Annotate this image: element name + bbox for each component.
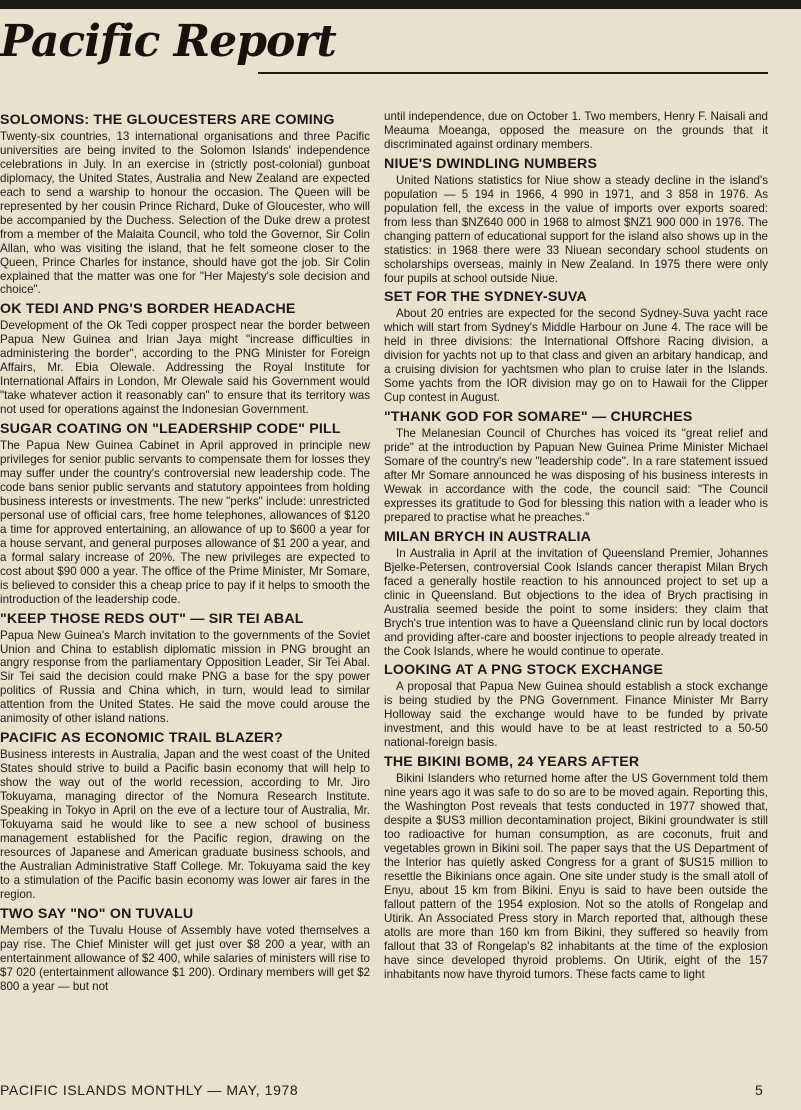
article-body: Business interests in Australia, Japan and the west coast of the United States should strive to build a Pacific basin economy that will help to show the way out of the world recession, according to Mr. Jiro Tokuyama, managing director of the Nomura Research Institute. Speaking in Tokyo in April on the eve of a lecture tour of Australia, Mr. Tokuyama said he would like to see a new school of business management established for the Pacific region, drawing on the resources of Japanese and American graduate business schools, and the Australian Administrative Staff College. Mr. Tokuyama said the key to a stimulation of the Pacific basin economy was lower air fares in the region. bbox=[0, 748, 370, 901]
headline: SUGAR COATING ON "LEADERSHIP CODE" PILL bbox=[0, 421, 341, 438]
article-niue bbox=[384, 156, 768, 286]
masthead-rule bbox=[258, 72, 768, 74]
article-tuvalu bbox=[0, 906, 370, 994]
headline: PACIFIC AS ECONOMIC TRAIL BLAZER? bbox=[0, 730, 283, 747]
article-body: United Nations statistics for Niue show a steady decline in the island's population — 5 194 in 1966, 4 990 in 1971, and 3 858 in 1976. As population fell, the excess in the value of imports over exports soared: from less than $NZ640 000 in 1968 to almost $NZ1 900 000 in 1976. The changing pattern of educational support for the island also shows up in the statistics: in 1968 there were 33 Niuean secondary school students on scholarships overseas, mainly in New Zealand. In 1975 there were only four pupils at school outside Niue. bbox=[384, 173, 768, 285]
headline: NIUE'S DWINDLING NUMBERS bbox=[384, 155, 598, 172]
article-solomons bbox=[0, 112, 370, 297]
article-body: Members of the Tuvalu House of Assembly have voted themselves a pay rise. The Chief Minister will get just over $8 200 a year, with an entertainment allowance of $2 400, while salaries of ministers will rise to $7 020 (entertainment allowance $1 200). Ordinary members will get $2 800 a year — but not bbox=[0, 923, 370, 993]
article-body: A proposal that Papua New Guinea should establish a stock exchange is being studied by the PNG Government. Finance Minister Mr Barry Holloway said the exchange would have to be funded by private investment, and this would have to be at least restricted to a 50-50 national-foreign basis. bbox=[384, 680, 768, 750]
article-body: until independence, due on October 1. Two members, Henry F. Naisali and Meauma Moeanga, opposed the measure on the grounds that it discriminated against ordinary members. bbox=[384, 110, 768, 151]
article-milan-brych bbox=[384, 529, 768, 659]
article-body: Papua New Guinea's March invitation to the governments of the Soviet Union and China to establish diplomatic mission in PNG brought an angry response from the parliamentary Opposition Leader, Sir Tei Abal. Sir Tei said the decision could make PNG a base for the spy power politics of Russia and China which, in turn, would lead to similar attention from the United States. He said the move could arouse the animosity of other island nations. bbox=[0, 628, 370, 726]
article-body: In Australia in April at the invitation of Queensland Premier, Johannes Bjelke-Petersen, controversial Cook Islands cancer therapist Milan Brych faced a generally hostile reaction to his announced project to set up a clinic in Queensland. But objections to the idea of Brych practising in Australia seemed beside the point to some insiders: they claim that Brych's true intention was to have a Queensland clinic run by local doctors and providing after-care and booster injections to people already treated in the Cook Islands, where he would continue to operate. bbox=[384, 546, 768, 658]
masthead-title: Pacific Report bbox=[0, 16, 336, 67]
article-sir-tei-abal bbox=[0, 611, 370, 727]
article-leadership-code bbox=[0, 421, 370, 606]
article-stock-exchange bbox=[384, 662, 768, 750]
article-body: The Melanesian Council of Churches has voiced its "great relief and pride" at the introduction by Papuan New Guinea Prime Minister Michael Somare of the country's new "leadership code". In a rare statement issued after Mr Somare announced he was disposing of his business interests in Wewak in accordance with the code, the council said: "The Council expresses its gratitude to God for blessing this nation with a leader who is prepared to practise what he preaches." bbox=[384, 427, 768, 524]
article-ok-tedi bbox=[0, 301, 370, 417]
masthead bbox=[0, 16, 801, 106]
article-body: About 20 entries are expected for the second Sydney-Suva yacht race which will start from Sydney's Middle Harbour on June 4. The race will be held in three divisions: the International Offshore Racing division, a division for yachts not up to that class and given an arbitary handicap, and a cruising division for yachtsmen who plan to cruise later in the Islands. Some yachts from the IOR division may go on to Hawaii for the Clipper Cup contest in August. bbox=[384, 307, 768, 405]
left-column bbox=[0, 110, 370, 997]
page-number: 5 bbox=[755, 1082, 763, 1098]
headline: "THANK GOD FOR SOMARE" — CHURCHES bbox=[384, 409, 693, 426]
headline: THE BIKINI BOMB, 24 YEARS AFTER bbox=[384, 754, 640, 771]
page-footer bbox=[0, 1082, 801, 1104]
article-body: Development of the Ok Tedi copper prospect near the border between Papua New Guinea and Irian Jaya might "increase difficulties in administering the border", according to the PNG Minister for Foreign Affairs, Mr. Ebia Olewale. Addressing the Royal Institute for International Affairs in London, Mr Olewale said his Government would "take whatever action it reasonably can" to ensure that its territory was not used for operations against the Indonesian Government. bbox=[0, 319, 370, 417]
headline: SET FOR THE SYDNEY-SUVA bbox=[384, 289, 587, 306]
headline: LOOKING AT A PNG STOCK EXCHANGE bbox=[384, 662, 664, 679]
article-sydney-suva bbox=[384, 289, 768, 405]
article-body: The Papua New Guinea Cabinet in April approved in principle new privileges for senior public servants to compensate them for losses they may suffer under the country's controversial new leadership code. The code bans senior public servants and statutory appointees from holding business interests or investments. The new "perks" include: unrestricted personal use of official cars, free home telephones, allowances of $120 a time for approved entertaining, an allowance of up to $600 a year for a house servant, and general purposes allowance of $1 200 a year, and a formal salary increase of 20%. The new privileges are expected to cost about $90 000 a year. The office of the Prime Minister, Mr Somare, is believed to consider this a cheap price to pay if it helps to smooth the introduction of the leadership code. bbox=[0, 439, 370, 606]
article-churches bbox=[384, 409, 768, 525]
right-column bbox=[384, 110, 768, 986]
article-body: Bikini Islanders who returned home after the US Government told them nine years ago it was safe to do so are to be moved again. Reporting this, the Washington Post reveals that tests conducted in 1977 showed that, despite a $US3 million decontamination project, Bikini groundwater is still too radioactive for human consumption, as are coconuts, fruit and vegetables grown in Bikini soil. The paper says that the US Department of the Interior has quietly asked Congress for a grant of $US15 million to resettle the Bikinians once again. One site under study is the small atoll of Enyu, about 15 km from Bikini. Enyu is said to have been outside the fallout pattern of the 1954 explosion. Not so the atolls of Rongelap and Utirik. An Associated Press story in March reported that, although these atolls are more than 160 km from Bikini, they suffered so heavily from fallout that 33 of Rongelap's 82 inhabitants at the time of the explosion have since developed thyroid problems. On Utirik, eight of the 157 inhabitants now have thyroid tumors. These facts came to light bbox=[384, 772, 768, 981]
article-pacific-economy bbox=[0, 730, 370, 901]
headline: OK TEDI AND PNG'S BORDER HEADACHE bbox=[0, 301, 296, 318]
article-tuvalu-continued bbox=[384, 110, 768, 152]
publication-line: PACIFIC ISLANDS MONTHLY — MAY, 1978 bbox=[0, 1082, 299, 1098]
article-bikini-bomb bbox=[384, 754, 768, 981]
article-body: Twenty-six countries, 13 international organisations and three Pacific universities are being invited to the Solomon Islands' independence celebrations in July. In an exercise in (strictly post-colonial) gunboat diplomacy, the United States, Australia and New Zealand are expected each to send a warship to honour the occasion. The Queen will be represented by her cousin Prince Richard, Duke of Gloucester, who will be accompanied by the Duchess. Selection of the Duke drew a protest from a member of the Malaita Council, who told the Governor, Sir Colin Allan, who was visiting the island, that he felt someone closer to the Queen, Prince Charles for instance, should have got the job. Sir Colin explained that the matter was one for "Her Majesty's sole decision and choice". bbox=[0, 130, 370, 297]
headline: MILAN BRYCH IN AUSTRALIA bbox=[384, 528, 592, 545]
headline: SOLOMONS: THE GLOUCESTERS ARE COMING bbox=[0, 112, 335, 128]
headline: TWO SAY "NO" ON TUVALU bbox=[0, 905, 194, 922]
top-border-bar bbox=[0, 0, 801, 9]
headline: "KEEP THOSE REDS OUT" — SIR TEI ABAL bbox=[0, 610, 304, 627]
